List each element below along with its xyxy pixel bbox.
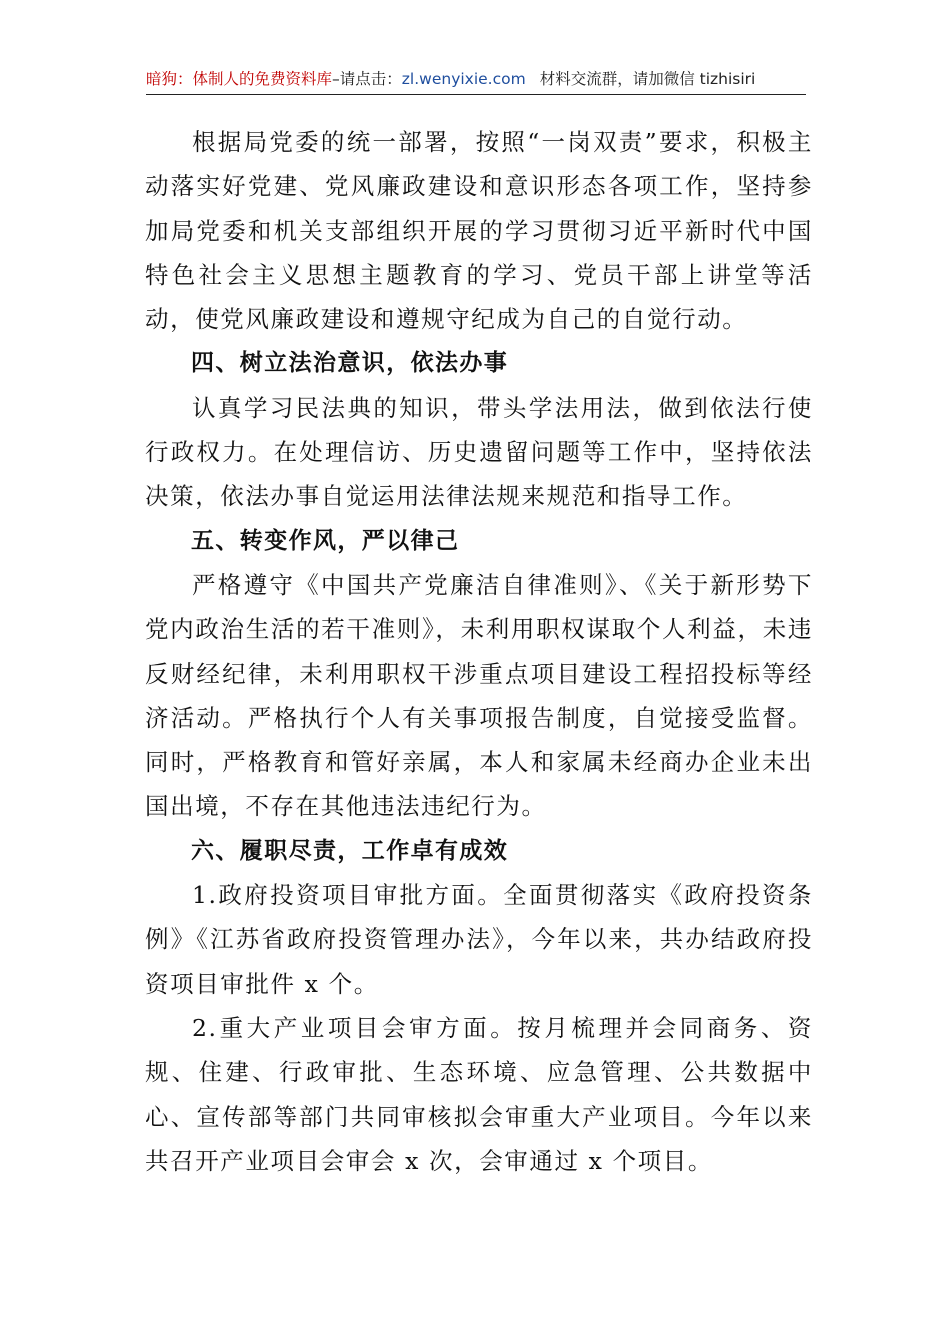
section-heading-4: 四、树立法治意识，依法办事 (191, 350, 509, 377)
section-heading-5: 五、转变作风，严以律己 (191, 527, 460, 554)
header-url-link[interactable]: zl.wenyixie.com (401, 70, 526, 88)
page-header (146, 64, 806, 95)
paragraph-investment-approval: 1.政府投资项目审批方面。全面贯彻落实《政府投资条例》《江苏省政府投资管理办法》，今年以来，共办结政府投资项目审批件 x 个。 (145, 881, 813, 998)
paragraph-party-building: 根据局党委的统一部署，按照“一岗双责”要求，积极主动落实好党建、党风廉政建设和意识形态各项工作，坚持参加局党委和机关支部组织开展的学习贯彻习近平新时代中国特色社会主义思想主题教育的学习、党员干部上讲堂等活动，使党风廉政建设和遵规守纪成为自己的自觉行动。 (145, 128, 813, 334)
section-heading-6: 六、履职尽责，工作卓有成效 (191, 837, 509, 864)
header-group-note: 材料交流群，请加微信 tizhisiri (539, 70, 756, 88)
paragraph-self-discipline: 严格遵守《中国共产党廉洁自律准则》、《关于新形势下党内政治生活的若干准则》，未利用职权谋取个人利益，未违反财经纪律，未利用职权干涉重点项目建设工程招投标等经济活动。严格执行个人有关事项报告制度，自觉接受监督。同时，严格教育和管好亲属，本人和家属未经商办企业未出国出境，不存在其他违法违纪行为。 (145, 570, 813, 821)
paragraph-rule-of-law: 认真学习民法典的知识，带头学法用法，做到依法行使行政权力。在处理信访、历史遗留问题等工作中，坚持依法决策，依法办事自觉运用法律法规来规范和指导工作。 (145, 393, 813, 511)
header-site-label: 暗狗：体制人的免费资料库 (146, 70, 333, 88)
document-body (145, 120, 813, 1183)
header-click-prompt: –请点击： (332, 70, 402, 88)
paragraph-industry-review: 2.重大产业项目会审方面。按月梳理并会同商务、资规、住建、行政审批、生态环境、应急管理、公共数据中心、宣传部等部门共同审核拟会审重大产业项目。今年以来共召开产业项目会审会 x 次，会审通过 x 个项目。 (145, 1013, 813, 1175)
